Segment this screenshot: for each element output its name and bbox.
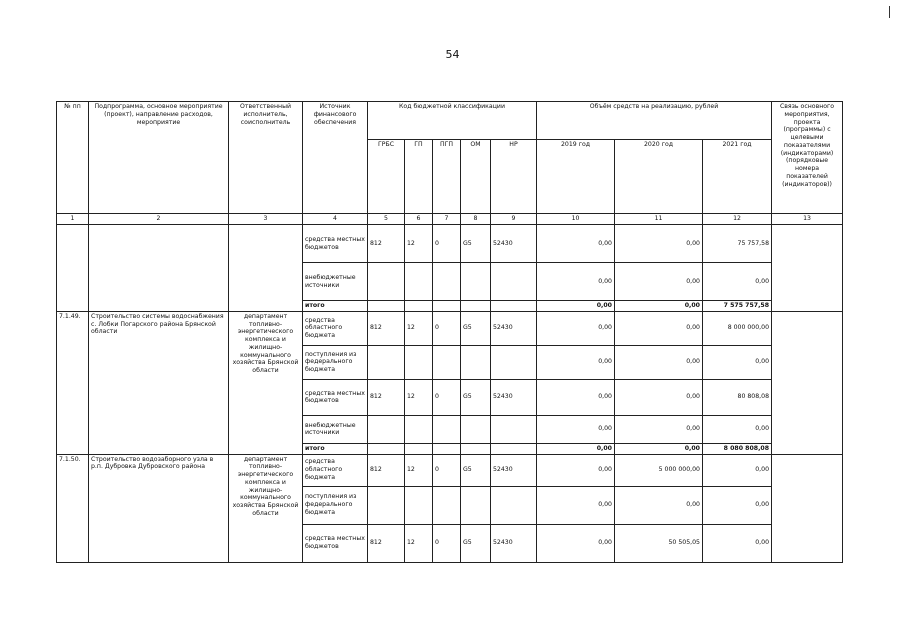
col-number: 9	[491, 214, 537, 225]
value-2020: 5 000 000,00	[615, 454, 703, 486]
grbs-cell	[368, 263, 405, 301]
value-2019: 0,00	[537, 454, 615, 486]
value-2021: 8 080 808,08	[703, 443, 772, 454]
gp-cell	[405, 486, 433, 524]
grbs-cell	[368, 345, 405, 379]
header-np: НР	[491, 140, 537, 214]
pgp-cell	[433, 301, 461, 312]
value-2019: 0,00	[537, 263, 615, 301]
value-2020: 50 505,05	[615, 524, 703, 562]
item-name: Строительство водозаборного узла в р.п. Дубровка Дубровского района	[89, 454, 229, 562]
grbs-cell	[368, 443, 405, 454]
header-grbs: ГРБС	[368, 140, 405, 214]
om-cell	[461, 345, 491, 379]
col-number: 13	[772, 214, 843, 225]
header-program: Подпрограмма, основное мероприятие (проект), направление расходов, мероприятие	[89, 102, 229, 214]
page-number: 54	[445, 48, 460, 61]
table-row	[57, 311, 843, 345]
col-number: 12	[703, 214, 772, 225]
col-number: 3	[229, 214, 303, 225]
gp-cell: 12	[405, 524, 433, 562]
value-2021: 0,00	[703, 415, 772, 443]
value-2021: 0,00	[703, 486, 772, 524]
om-cell: G5	[461, 311, 491, 345]
gp-cell: 12	[405, 225, 433, 263]
pgp-cell	[433, 443, 461, 454]
cell-empty	[89, 225, 229, 312]
col-number: 4	[303, 214, 368, 225]
pgp-cell	[433, 263, 461, 301]
header-budget-code: Код бюджетной классификации	[368, 102, 537, 140]
om-cell: G5	[461, 524, 491, 562]
col-number: 7	[433, 214, 461, 225]
header-2020: 2020 год	[615, 140, 703, 214]
col-number: 11	[615, 214, 703, 225]
source-cell: внебюджетные источники	[303, 263, 368, 301]
np-cell: 52430	[491, 524, 537, 562]
value-2019: 0,00	[537, 443, 615, 454]
pgp-cell: 0	[433, 311, 461, 345]
gp-cell	[405, 301, 433, 312]
np-cell	[491, 345, 537, 379]
header-2019: 2019 год	[537, 140, 615, 214]
grbs-cell	[368, 486, 405, 524]
header-num: № пп	[57, 102, 89, 214]
value-2020: 0,00	[615, 379, 703, 415]
item-executor: департамент топливно-энергетического комплекса и жилищно-коммунального хозяйства Брянской области	[229, 311, 303, 454]
value-2019: 0,00	[537, 486, 615, 524]
np-cell: 52430	[491, 225, 537, 263]
value-2019: 0,00	[537, 415, 615, 443]
source-cell: средства местных бюджетов	[303, 379, 368, 415]
gp-cell: 12	[405, 379, 433, 415]
value-2020: 0,00	[615, 311, 703, 345]
source-cell: средства местных бюджетов	[303, 225, 368, 263]
cell-empty	[772, 311, 843, 454]
value-2021: 0,00	[703, 263, 772, 301]
grbs-cell: 812	[368, 454, 405, 486]
np-cell	[491, 301, 537, 312]
header-source: Источник финансового обеспечения	[303, 102, 368, 214]
header-executor: Ответственный исполнитель, соисполнитель	[229, 102, 303, 214]
item-number: 7.1.49.	[57, 311, 89, 454]
col-number: 10	[537, 214, 615, 225]
value-2021: 8 000 000,00	[703, 311, 772, 345]
np-cell	[491, 263, 537, 301]
value-2021: 75 757,58	[703, 225, 772, 263]
item-executor: департамент топливно-энергетического комплекса и жилищно-коммунального хозяйства Брянской области	[229, 454, 303, 562]
grbs-cell: 812	[368, 311, 405, 345]
pgp-cell: 0	[433, 225, 461, 263]
value-2020: 0,00	[615, 415, 703, 443]
source-cell: средства областного бюджета	[303, 311, 368, 345]
col-number: 1	[57, 214, 89, 225]
gp-cell: 12	[405, 311, 433, 345]
np-cell: 52430	[491, 454, 537, 486]
pgp-cell: 0	[433, 454, 461, 486]
col-number: 6	[405, 214, 433, 225]
column-numbers-row	[57, 214, 843, 225]
header-link: Связь основного мероприятия, проекта (программы) с целевыми показателями (индикаторами) (порядковые номера показателей (индикаторов))	[772, 102, 843, 214]
grbs-cell: 812	[368, 524, 405, 562]
col-number: 5	[368, 214, 405, 225]
source-cell: итого	[303, 301, 368, 312]
value-2019: 0,00	[537, 311, 615, 345]
col-number: 8	[461, 214, 491, 225]
value-2021: 0,00	[703, 524, 772, 562]
value-2019: 0,00	[537, 345, 615, 379]
source-cell: поступления из федерального бюджета	[303, 486, 368, 524]
header-om: ОМ	[461, 140, 491, 214]
value-2021: 0,00	[703, 454, 772, 486]
np-cell: 52430	[491, 311, 537, 345]
pgp-cell	[433, 415, 461, 443]
value-2019: 0,00	[537, 225, 615, 263]
om-cell: G5	[461, 379, 491, 415]
gp-cell	[405, 345, 433, 379]
om-cell	[461, 415, 491, 443]
table-row	[57, 225, 843, 263]
cell-empty	[229, 225, 303, 312]
value-2019: 0,00	[537, 379, 615, 415]
pgp-cell	[433, 345, 461, 379]
value-2020: 0,00	[615, 486, 703, 524]
np-cell	[491, 486, 537, 524]
item-number: 7.1.50.	[57, 454, 89, 562]
om-cell	[461, 486, 491, 524]
om-cell	[461, 263, 491, 301]
pgp-cell: 0	[433, 379, 461, 415]
source-cell: внебюджетные источники	[303, 415, 368, 443]
om-cell	[461, 301, 491, 312]
budget-table	[56, 101, 843, 563]
value-2021: 7 575 757,58	[703, 301, 772, 312]
value-2019: 0,00	[537, 524, 615, 562]
np-cell	[491, 443, 537, 454]
np-cell: 52430	[491, 379, 537, 415]
value-2020: 0,00	[615, 345, 703, 379]
source-cell: итого	[303, 443, 368, 454]
om-cell	[461, 443, 491, 454]
pgp-cell	[433, 486, 461, 524]
table-row	[57, 454, 843, 486]
grbs-cell	[368, 301, 405, 312]
grbs-cell: 812	[368, 225, 405, 263]
value-2020: 0,00	[615, 225, 703, 263]
value-2021: 80 808,08	[703, 379, 772, 415]
pgp-cell: 0	[433, 524, 461, 562]
value-2021: 0,00	[703, 345, 772, 379]
gp-cell	[405, 263, 433, 301]
cell-empty	[57, 225, 89, 312]
cell-empty	[772, 225, 843, 312]
header-volume: Объём средств на реализацию, рублей	[537, 102, 772, 140]
value-2019: 0,00	[537, 301, 615, 312]
om-cell: G5	[461, 454, 491, 486]
value-2020: 0,00	[615, 263, 703, 301]
header-2021: 2021 год	[703, 140, 772, 214]
grbs-cell: 812	[368, 379, 405, 415]
scan-mark	[889, 6, 890, 18]
gp-cell	[405, 415, 433, 443]
source-cell: средства местных бюджетов	[303, 524, 368, 562]
value-2020: 0,00	[615, 443, 703, 454]
source-cell: поступления из федерального бюджета	[303, 345, 368, 379]
value-2020: 0,00	[615, 301, 703, 312]
cell-empty	[772, 454, 843, 562]
gp-cell	[405, 443, 433, 454]
grbs-cell	[368, 415, 405, 443]
source-cell: средства областного бюджета	[303, 454, 368, 486]
om-cell: G5	[461, 225, 491, 263]
header-gp: ГП	[405, 140, 433, 214]
header-pgp: ПГП	[433, 140, 461, 214]
item-name: Строительство системы водоснабжения с. Лобки Погарского района Брянской области	[89, 311, 229, 454]
np-cell	[491, 415, 537, 443]
col-number: 2	[89, 214, 229, 225]
gp-cell: 12	[405, 454, 433, 486]
